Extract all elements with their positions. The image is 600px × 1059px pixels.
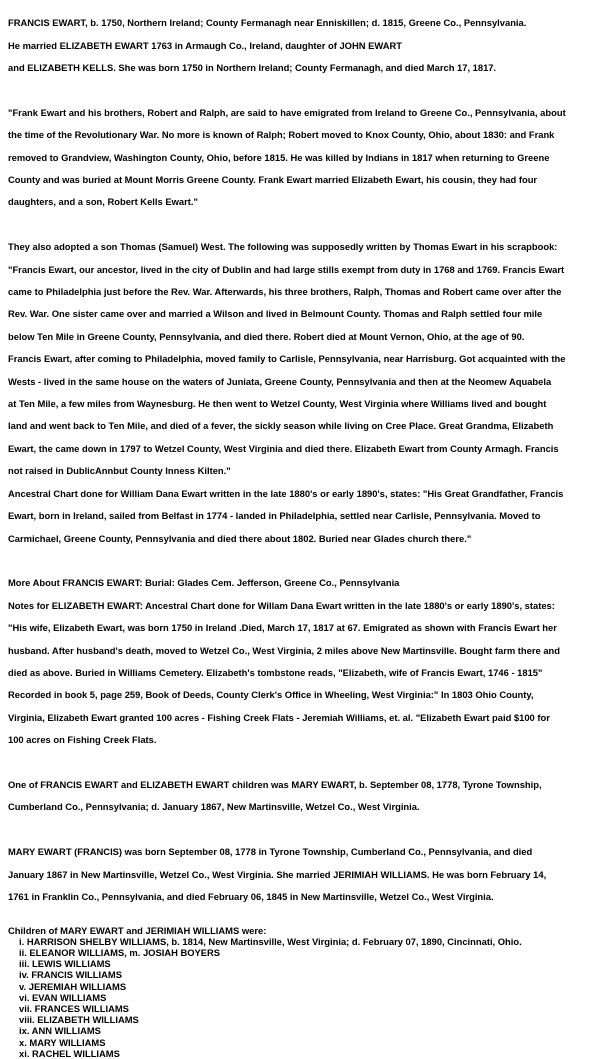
list-item: vi. EVAN WILLIAMS: [19, 991, 107, 1003]
text-line: land and went back to Ten Mile, and died of a fever, the sickly season while living on Cree Place. Great Grandma, Elizabeth: [8, 420, 554, 432]
text-line: Ancestral Chart done for William Dana Ewart written in the late 1880's or early 1890's, states: "His Great Grandfather, Francis: [8, 487, 564, 499]
heading-block: [8, 6, 594, 84]
text-line: "Francis Ewart, our ancestor, lived in the city of Dublin and had large stills exempt from duty in 1768 and 1769. Francis Ewart: [8, 263, 565, 275]
text-line: Virginia, Elizabeth Ewart granted 100 acres - Fishing Creek Flats - Jeremiah Williams, et. al. "Elizabeth Ewart paid $100 for: [8, 711, 550, 723]
quote-paragraph: [8, 96, 594, 219]
text-line: Recorded in book 5, page 259, Book of Deeds, County Clerk's Office in Wheeling, West Virginia:" In 1803 Ohio County,: [8, 689, 534, 701]
list-item: vii. FRANCES WILLIAMS: [19, 1002, 129, 1014]
text-line: 1761 in Franklin Co., Pennsylvania, and died February 06, 1845 in New Martinsville, Wetzel Co., West Virginia.: [8, 890, 494, 902]
text-line: MARY EWART (FRANCIS) was born September 08, 1778 in Tyrone Township, Cumberland Co., Pennsylvania, and died: [8, 846, 533, 858]
list-item: v. JEREMIAH WILLIAMS: [19, 980, 127, 992]
text-line: More About FRANCIS EWART: Burial: Glades Cem. Jefferson, Greene Co., Pennsylvania: [8, 577, 400, 589]
list-item: xi. RACHEL WILLIAMS: [19, 1047, 120, 1059]
text-line: January 1867 in New Martinsville, Wetzel Co., West Virginia. She married JERIMIAH WILLIAMS. He was born February 14,: [8, 868, 547, 880]
text-line: Francis Ewart, after coming to Philadelphia, moved family to Carlisle, Pennsylvania, near Harrisburg. Got acquainted with the: [8, 353, 566, 365]
text-line: "His wife, Elizabeth Ewart, was born 1750 in Ireland .Died, March 17, 1817 at 67. Emigrated as shown with Francis Ewart her: [8, 622, 557, 634]
text-line: County and was buried at Mount Morris Greene County. Frank Ewart married Elizabeth Ewart, his cousin, they had four: [8, 174, 538, 186]
list-item: viii. ELIZABETH WILLIAMS: [19, 1014, 139, 1026]
text-line: not raised in DublicAnnbut County Inness Kilten.": [8, 465, 231, 477]
list-item: iv. FRANCIS WILLIAMS: [19, 969, 122, 981]
text-line: Cumberland Co., Pennsylvania; d. January 1867, New Martinsville, Wetzel Co., West Virginia.: [8, 801, 420, 813]
adopted-paragraph: [8, 230, 594, 555]
heading-line: He married ELIZABETH EWART 1763 in Armaugh Co., Ireland, daughter of JOHN EWART: [8, 39, 402, 51]
list-item: iii. LEWIS WILLIAMS: [19, 958, 111, 970]
text-line: husband. After husband's death, moved to Wetzel Co., West Virginia, 2 miles above New Martinsville. Bought farm there and: [8, 644, 560, 656]
list-item: i. HARRISON SHELBY WILLIAMS, b. 1814, New Martinsville, West Virginia; d. February 07, 1890, Cincinnati, Ohio.: [19, 935, 522, 947]
text-line: died as above. Buried in Williams Cemetery. Elizabeth's tombstone reads, "Elizabeth, wife of Francis Ewart, 1746 - 1815": [8, 666, 543, 678]
text-line: 100 acres on Fishing Creek Flats.: [8, 734, 157, 746]
text-line: Rev. War. One sister came over and married a Wilson and lived in Belmount County. Thomas and Ralph settled four mile: [8, 308, 543, 320]
text-line: Carmichael, Greene County, Pennsylvania and died there about 1802. Buried near Glades church there.": [8, 532, 472, 544]
list-item: ix. ANN WILLIAMS: [19, 1025, 101, 1037]
text-line: "Frank Ewart and his brothers, Robert and Ralph, are said to have emigrated from Ireland to Greene Co., Pennsylvania, about: [8, 106, 566, 118]
text-line: Ewart, born in Ireland, sailed from Belfast in 1774 - landed in Philadelphia, settled near Carlisle, Pennsylvania. Moved to: [8, 510, 541, 522]
text-line: removed to Grandview, Washington County, Ohio, before 1815. He was killed by Indians in 1817 when returning to Greene: [8, 151, 550, 163]
text-line: daughters, and a son, Robert Kells Ewart.": [8, 196, 198, 208]
children-section: [8, 925, 594, 1059]
list-item: x. MARY WILLIAMS: [19, 1036, 106, 1048]
heading-line: FRANCIS EWART, b. 1750, Northern Ireland; County Fermanagh near Enniskillen; d. 1815, Greene Co., Pennsylvania.: [8, 17, 527, 29]
list-item: ii. ELEANOR WILLIAMS, m. JOSIAH BOYERS: [19, 946, 221, 958]
mary-paragraph: [8, 835, 594, 913]
heading-line: and ELIZABETH KELLS. She was born 1750 in Northern Ireland; County Fermanagh, and died March 17, 1817.: [8, 62, 497, 74]
text-line: They also adopted a son Thomas (Samuel) West. The following was supposedly written by Thomas Ewart in his scrapbook:: [8, 241, 558, 253]
children-one-paragraph: [8, 768, 594, 824]
text-line: One of FRANCIS EWART and ELIZABETH EWART children was MARY EWART, b. September 08, 1778, Tyrone Township,: [8, 778, 542, 790]
text-line: came to Philadelphia just before the Rev. War. Afterwards, his three brothers, Ralph, Thomas and Robert came over after the: [8, 286, 562, 298]
text-line: at Ten Mile, a few miles from Waynesburg. He then went to Wetzel County, West Virginia where Williams lived and bought: [8, 398, 547, 410]
more-about-paragraph: [8, 566, 594, 756]
text-line: Ewart, the came down in 1797 to Wetzel County, West Virginia and died there. Elizabeth Ewart from County Armagh. Francis: [8, 442, 559, 454]
text-line: Notes for ELIZABETH EWART: Ancestral Chart done for Willam Dana Ewart written in the late 1880's or early 1890's, states:: [8, 599, 555, 611]
text-line: below Ten Mile in Greene County, Pennsylvania, and died there. Robert died at Mount Vernon, Ohio, at the age of 90.: [8, 330, 525, 342]
text-line: the time of the Revolutionary War. No more is known of Ralph; Robert moved to Knox County, Ohio, about 1830: and Frank: [8, 129, 555, 141]
children-heading: Children of MARY EWART and JERIMIAH WILLIAMS were:: [8, 924, 267, 936]
text-line: Wests - lived in the same house on the waters of Juniata, Greene County, Pennsylvania and then at the Neomew Aquabela: [8, 375, 552, 387]
children-list: [8, 936, 594, 1059]
